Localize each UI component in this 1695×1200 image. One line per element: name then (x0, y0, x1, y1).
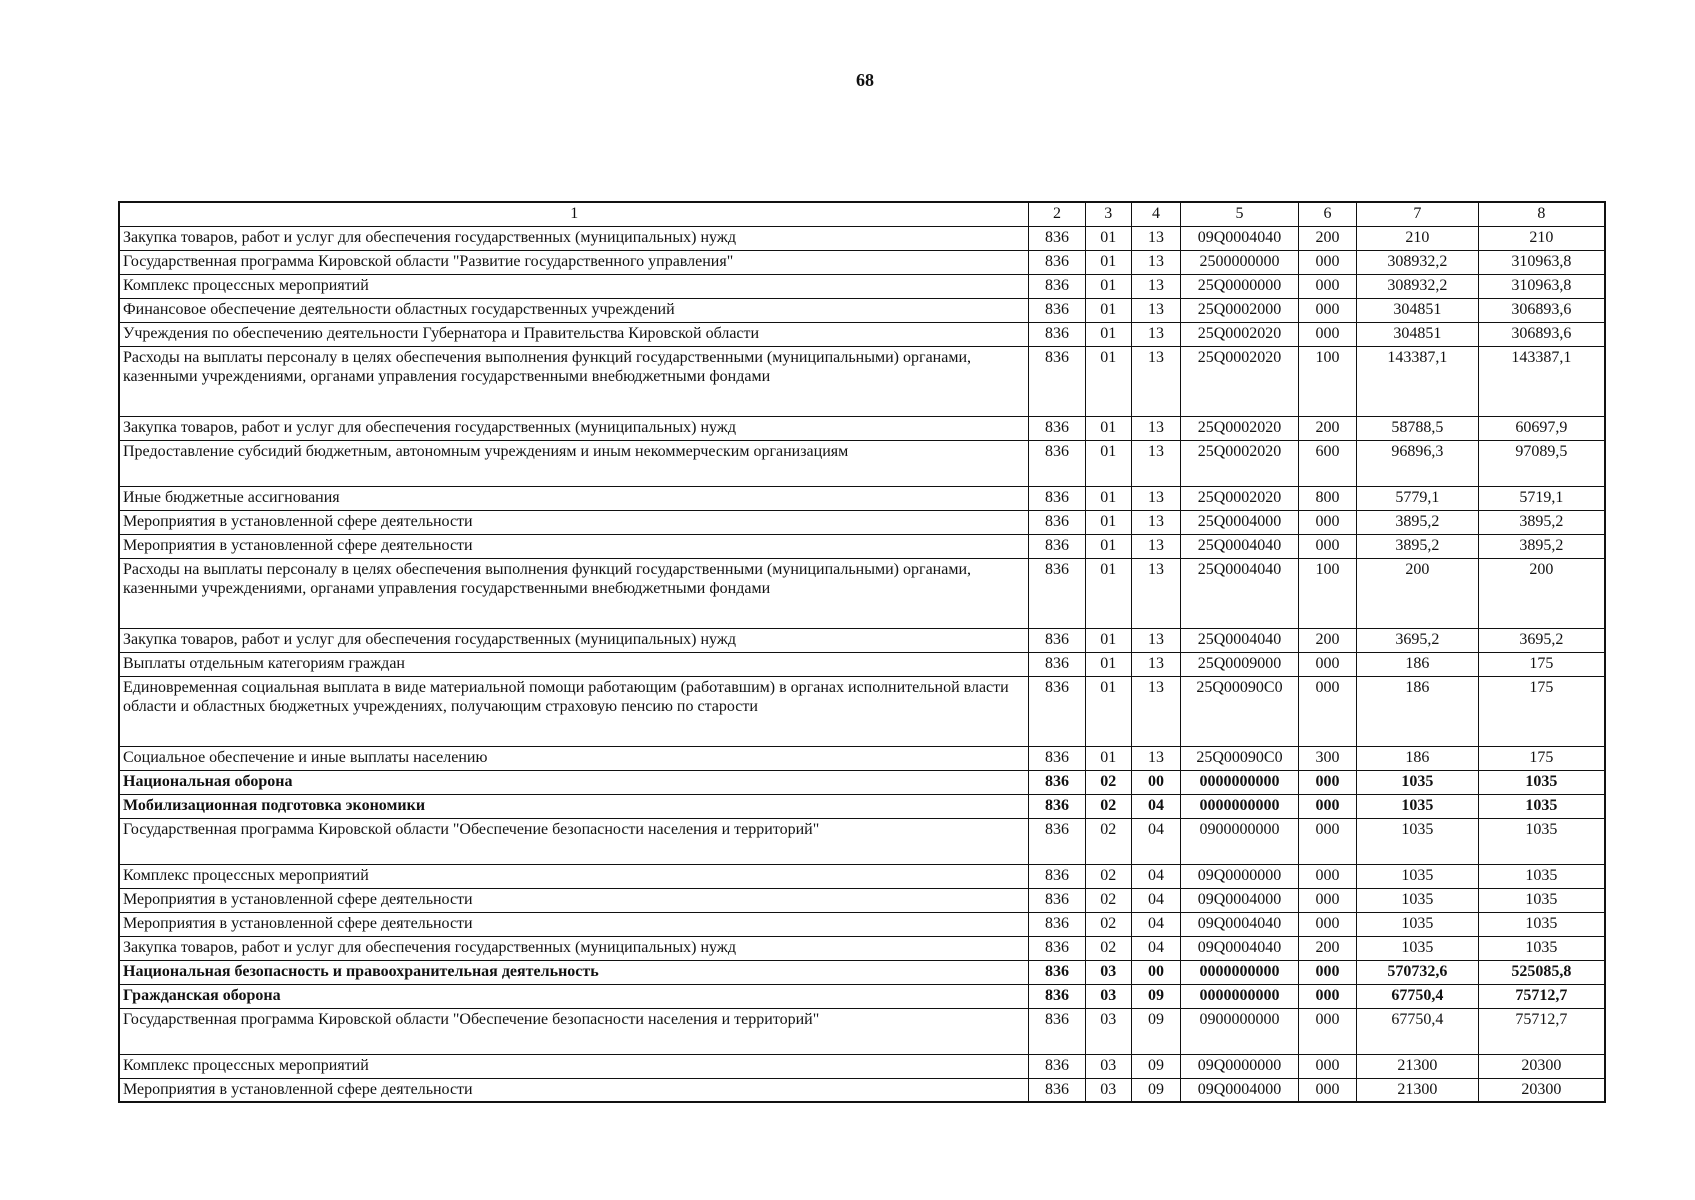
subsection-cell: 13 (1131, 416, 1180, 440)
target-article-cell: 25Q0004000 (1181, 510, 1299, 534)
section-cell: 01 (1085, 250, 1131, 274)
expense-type-cell: 000 (1298, 864, 1356, 888)
target-article-cell: 09Q0004040 (1181, 936, 1299, 960)
section-cell: 01 (1085, 652, 1131, 676)
row-name-cell: Закупка товаров, работ и услуг для обеспечения государственных (муниципальных) нужд (119, 226, 1029, 250)
expense-type-cell: 200 (1298, 416, 1356, 440)
subsection-cell: 13 (1131, 652, 1180, 676)
row-name-cell: Закупка товаров, работ и услуг для обеспечения государственных (муниципальных) нужд (119, 936, 1029, 960)
table-row (119, 628, 1605, 652)
amount-col8-cell: 1035 (1478, 888, 1605, 912)
section-cell: 01 (1085, 416, 1131, 440)
table-row (119, 486, 1605, 510)
section-cell: 02 (1085, 818, 1131, 864)
amount-col8-cell: 20300 (1478, 1078, 1605, 1102)
section-cell: 03 (1085, 1078, 1131, 1102)
amount-col8-cell: 97089,5 (1478, 440, 1605, 486)
section-cell: 02 (1085, 794, 1131, 818)
table-row (119, 746, 1605, 770)
target-article-cell: 25Q0004040 (1181, 628, 1299, 652)
table-row (119, 1054, 1605, 1078)
column-header: 8 (1478, 202, 1605, 226)
subsection-cell: 13 (1131, 298, 1180, 322)
table-row (119, 960, 1605, 984)
column-header: 2 (1029, 202, 1085, 226)
admin-code-cell: 836 (1029, 226, 1085, 250)
row-name-cell: Комплекс процессных мероприятий (119, 1054, 1029, 1078)
amount-col7-cell: 304851 (1357, 298, 1479, 322)
amount-col7-cell: 1035 (1357, 794, 1479, 818)
admin-code-cell: 836 (1029, 298, 1085, 322)
amount-col8-cell: 1035 (1478, 936, 1605, 960)
admin-code-cell: 836 (1029, 250, 1085, 274)
expense-type-cell: 100 (1298, 346, 1356, 416)
amount-col7-cell: 3695,2 (1357, 628, 1479, 652)
amount-col8-cell: 306893,6 (1478, 298, 1605, 322)
table-row (119, 888, 1605, 912)
section-cell: 02 (1085, 864, 1131, 888)
admin-code-cell: 836 (1029, 1008, 1085, 1054)
column-header: 3 (1085, 202, 1131, 226)
target-article-cell: 0000000000 (1181, 960, 1299, 984)
target-article-cell: 25Q0000000 (1181, 274, 1299, 298)
section-cell: 01 (1085, 346, 1131, 416)
row-name-cell: Национальная оборона (119, 770, 1029, 794)
target-article-cell: 25Q0002020 (1181, 322, 1299, 346)
target-article-cell: 2500000000 (1181, 250, 1299, 274)
expense-type-cell: 100 (1298, 558, 1356, 628)
section-cell: 02 (1085, 936, 1131, 960)
expense-type-cell: 300 (1298, 746, 1356, 770)
expense-type-cell: 000 (1298, 1078, 1356, 1102)
row-name-cell: Мобилизационная подготовка экономики (119, 794, 1029, 818)
section-cell: 01 (1085, 628, 1131, 652)
section-cell: 01 (1085, 676, 1131, 746)
admin-code-cell: 836 (1029, 746, 1085, 770)
section-cell: 03 (1085, 984, 1131, 1008)
admin-code-cell: 836 (1029, 676, 1085, 746)
target-article-cell: 09Q0004000 (1181, 1078, 1299, 1102)
table-row (119, 226, 1605, 250)
subsection-cell: 13 (1131, 486, 1180, 510)
section-cell: 01 (1085, 558, 1131, 628)
section-cell: 02 (1085, 912, 1131, 936)
table-row (119, 322, 1605, 346)
amount-col7-cell: 1035 (1357, 888, 1479, 912)
subsection-cell: 13 (1131, 628, 1180, 652)
section-cell: 01 (1085, 226, 1131, 250)
target-article-cell: 25Q0004040 (1181, 558, 1299, 628)
table-row (119, 346, 1605, 416)
column-header: 1 (119, 202, 1029, 226)
target-article-cell: 09Q0004040 (1181, 226, 1299, 250)
table-row (119, 1008, 1605, 1054)
row-name-cell: Социальное обеспечение и иные выплаты населению (119, 746, 1029, 770)
expense-type-cell: 000 (1298, 1054, 1356, 1078)
expense-type-cell: 600 (1298, 440, 1356, 486)
section-cell: 01 (1085, 534, 1131, 558)
admin-code-cell: 836 (1029, 558, 1085, 628)
section-cell: 01 (1085, 440, 1131, 486)
row-name-cell: Государственная программа Кировской области "Обеспечение безопасности населения и территорий" (119, 818, 1029, 864)
row-name-cell: Мероприятия в установленной сфере деятельности (119, 888, 1029, 912)
subsection-cell: 00 (1131, 770, 1180, 794)
table-row (119, 1078, 1605, 1102)
row-name-cell: Государственная программа Кировской области "Обеспечение безопасности населения и территорий" (119, 1008, 1029, 1054)
amount-col7-cell: 308932,2 (1357, 274, 1479, 298)
amount-col7-cell: 1035 (1357, 912, 1479, 936)
row-name-cell: Комплекс процессных мероприятий (119, 274, 1029, 298)
amount-col8-cell: 1035 (1478, 770, 1605, 794)
table-row (119, 534, 1605, 558)
admin-code-cell: 836 (1029, 510, 1085, 534)
target-article-cell: 25Q0004040 (1181, 534, 1299, 558)
expense-type-cell: 000 (1298, 510, 1356, 534)
expense-type-cell: 800 (1298, 486, 1356, 510)
target-article-cell: 0000000000 (1181, 770, 1299, 794)
admin-code-cell: 836 (1029, 416, 1085, 440)
amount-col8-cell: 1035 (1478, 794, 1605, 818)
subsection-cell: 13 (1131, 534, 1180, 558)
section-cell: 01 (1085, 510, 1131, 534)
amount-col7-cell: 21300 (1357, 1078, 1479, 1102)
table-row (119, 818, 1605, 864)
amount-col7-cell: 1035 (1357, 936, 1479, 960)
admin-code-cell: 836 (1029, 534, 1085, 558)
amount-col8-cell: 200 (1478, 558, 1605, 628)
expense-type-cell: 000 (1298, 818, 1356, 864)
section-cell: 03 (1085, 1054, 1131, 1078)
table-row (119, 652, 1605, 676)
admin-code-cell: 836 (1029, 984, 1085, 1008)
subsection-cell: 04 (1131, 818, 1180, 864)
table-row (119, 984, 1605, 1008)
target-article-cell: 0000000000 (1181, 794, 1299, 818)
page-number: 68 (856, 70, 874, 90)
admin-code-cell: 836 (1029, 652, 1085, 676)
amount-col7-cell: 186 (1357, 676, 1479, 746)
row-name-cell: Закупка товаров, работ и услуг для обеспечения государственных (муниципальных) нужд (119, 416, 1029, 440)
admin-code-cell: 836 (1029, 322, 1085, 346)
amount-col7-cell: 143387,1 (1357, 346, 1479, 416)
section-cell: 01 (1085, 746, 1131, 770)
row-name-cell: Мероприятия в установленной сфере деятельности (119, 510, 1029, 534)
table-row (119, 416, 1605, 440)
subsection-cell: 04 (1131, 864, 1180, 888)
row-name-cell: Мероприятия в установленной сфере деятельности (119, 1078, 1029, 1102)
section-cell: 02 (1085, 770, 1131, 794)
target-article-cell: 25Q0002000 (1181, 298, 1299, 322)
target-article-cell: 09Q0000000 (1181, 1054, 1299, 1078)
subsection-cell: 09 (1131, 1008, 1180, 1054)
admin-code-cell: 836 (1029, 888, 1085, 912)
expense-type-cell: 000 (1298, 298, 1356, 322)
expense-type-cell: 000 (1298, 888, 1356, 912)
target-article-cell: 0900000000 (1181, 818, 1299, 864)
admin-code-cell: 836 (1029, 274, 1085, 298)
subsection-cell: 09 (1131, 1054, 1180, 1078)
table-row (119, 274, 1605, 298)
admin-code-cell: 836 (1029, 628, 1085, 652)
table-row (119, 936, 1605, 960)
table-row (119, 558, 1605, 628)
row-name-cell: Предоставление субсидий бюджетным, автономным учреждениям и иным некоммерческим организациям (119, 440, 1029, 486)
admin-code-cell: 836 (1029, 1078, 1085, 1102)
expense-type-cell: 000 (1298, 250, 1356, 274)
expense-type-cell: 000 (1298, 676, 1356, 746)
table-row (119, 770, 1605, 794)
target-article-cell: 25Q0002020 (1181, 346, 1299, 416)
column-header: 6 (1298, 202, 1356, 226)
row-name-cell: Гражданская оборона (119, 984, 1029, 1008)
table-row (119, 912, 1605, 936)
amount-col7-cell: 1035 (1357, 864, 1479, 888)
row-name-cell: Расходы на выплаты персоналу в целях обеспечения выполнения функций государственными (муниципальными) органами, казенными учреждениями, органами управления государственными внебюджетными фондами (119, 346, 1029, 416)
admin-code-cell: 836 (1029, 1054, 1085, 1078)
section-cell: 01 (1085, 322, 1131, 346)
expense-type-cell: 000 (1298, 794, 1356, 818)
expense-type-cell: 000 (1298, 652, 1356, 676)
column-header: 4 (1131, 202, 1180, 226)
target-article-cell: 09Q0000000 (1181, 864, 1299, 888)
subsection-cell: 13 (1131, 250, 1180, 274)
target-article-cell: 25Q00090C0 (1181, 676, 1299, 746)
table-row (119, 440, 1605, 486)
subsection-cell: 09 (1131, 1078, 1180, 1102)
amount-col8-cell: 310963,8 (1478, 274, 1605, 298)
section-cell: 03 (1085, 960, 1131, 984)
target-article-cell: 25Q00090C0 (1181, 746, 1299, 770)
amount-col8-cell: 175 (1478, 746, 1605, 770)
admin-code-cell: 836 (1029, 864, 1085, 888)
amount-col7-cell: 96896,3 (1357, 440, 1479, 486)
subsection-cell: 09 (1131, 984, 1180, 1008)
amount-col7-cell: 200 (1357, 558, 1479, 628)
column-header: 7 (1357, 202, 1479, 226)
admin-code-cell: 836 (1029, 486, 1085, 510)
row-name-cell: Учреждения по обеспечению деятельности Губернатора и Правительства Кировской области (119, 322, 1029, 346)
subsection-cell: 04 (1131, 794, 1180, 818)
amount-col8-cell: 60697,9 (1478, 416, 1605, 440)
amount-col7-cell: 186 (1357, 746, 1479, 770)
subsection-cell: 00 (1131, 960, 1180, 984)
row-name-cell: Государственная программа Кировской области "Развитие государственного управления" (119, 250, 1029, 274)
expense-type-cell: 200 (1298, 226, 1356, 250)
section-cell: 03 (1085, 1008, 1131, 1054)
amount-col7-cell: 67750,4 (1357, 1008, 1479, 1054)
amount-col8-cell: 306893,6 (1478, 322, 1605, 346)
amount-col8-cell: 143387,1 (1478, 346, 1605, 416)
table-row (119, 250, 1605, 274)
amount-col8-cell: 3695,2 (1478, 628, 1605, 652)
amount-col7-cell: 308932,2 (1357, 250, 1479, 274)
amount-col7-cell: 210 (1357, 226, 1479, 250)
target-article-cell: 0900000000 (1181, 1008, 1299, 1054)
row-name-cell: Финансовое обеспечение деятельности областных государственных учреждений (119, 298, 1029, 322)
subsection-cell: 13 (1131, 226, 1180, 250)
admin-code-cell: 836 (1029, 346, 1085, 416)
admin-code-cell: 836 (1029, 960, 1085, 984)
row-name-cell: Национальная безопасность и правоохранительная деятельность (119, 960, 1029, 984)
amount-col7-cell: 1035 (1357, 770, 1479, 794)
admin-code-cell: 836 (1029, 440, 1085, 486)
table-body (119, 226, 1605, 1102)
amount-col7-cell: 21300 (1357, 1054, 1479, 1078)
subsection-cell: 13 (1131, 676, 1180, 746)
row-name-cell: Мероприятия в установленной сфере деятельности (119, 534, 1029, 558)
amount-col8-cell: 525085,8 (1478, 960, 1605, 984)
expense-type-cell: 000 (1298, 322, 1356, 346)
amount-col8-cell: 20300 (1478, 1054, 1605, 1078)
amount-col7-cell: 1035 (1357, 818, 1479, 864)
section-cell: 01 (1085, 486, 1131, 510)
admin-code-cell: 836 (1029, 912, 1085, 936)
subsection-cell: 13 (1131, 746, 1180, 770)
target-article-cell: 25Q0002020 (1181, 486, 1299, 510)
row-name-cell: Мероприятия в установленной сфере деятельности (119, 912, 1029, 936)
row-name-cell: Выплаты отдельным категориям граждан (119, 652, 1029, 676)
expense-type-cell: 000 (1298, 1008, 1356, 1054)
subsection-cell: 13 (1131, 440, 1180, 486)
subsection-cell: 04 (1131, 888, 1180, 912)
row-name-cell: Комплекс процессных мероприятий (119, 864, 1029, 888)
amount-col7-cell: 67750,4 (1357, 984, 1479, 1008)
target-article-cell: 25Q0002020 (1181, 416, 1299, 440)
amount-col7-cell: 304851 (1357, 322, 1479, 346)
subsection-cell: 13 (1131, 346, 1180, 416)
amount-col8-cell: 175 (1478, 676, 1605, 746)
target-article-cell: 09Q0004040 (1181, 912, 1299, 936)
section-cell: 01 (1085, 298, 1131, 322)
subsection-cell: 13 (1131, 510, 1180, 534)
amount-col8-cell: 210 (1478, 226, 1605, 250)
amount-col8-cell: 75712,7 (1478, 984, 1605, 1008)
expense-type-cell: 000 (1298, 274, 1356, 298)
subsection-cell: 04 (1131, 936, 1180, 960)
admin-code-cell: 836 (1029, 936, 1085, 960)
column-header: 5 (1181, 202, 1299, 226)
amount-col8-cell: 175 (1478, 652, 1605, 676)
amount-col8-cell: 5719,1 (1478, 486, 1605, 510)
table-row (119, 298, 1605, 322)
expense-type-cell: 200 (1298, 936, 1356, 960)
amount-col7-cell: 3895,2 (1357, 510, 1479, 534)
subsection-cell: 04 (1131, 912, 1180, 936)
target-article-cell: 25Q0009000 (1181, 652, 1299, 676)
admin-code-cell: 836 (1029, 770, 1085, 794)
section-cell: 02 (1085, 888, 1131, 912)
section-cell: 01 (1085, 274, 1131, 298)
expense-type-cell: 000 (1298, 960, 1356, 984)
amount-col8-cell: 75712,7 (1478, 1008, 1605, 1054)
expense-type-cell: 200 (1298, 628, 1356, 652)
row-name-cell: Закупка товаров, работ и услуг для обеспечения государственных (муниципальных) нужд (119, 628, 1029, 652)
table-row (119, 510, 1605, 534)
subsection-cell: 13 (1131, 558, 1180, 628)
admin-code-cell: 836 (1029, 794, 1085, 818)
amount-col8-cell: 310963,8 (1478, 250, 1605, 274)
target-article-cell: 09Q0004000 (1181, 888, 1299, 912)
amount-col8-cell: 3895,2 (1478, 534, 1605, 558)
amount-col8-cell: 1035 (1478, 864, 1605, 888)
table-header-row (119, 202, 1605, 226)
row-name-cell: Единовременная социальная выплата в виде материальной помощи работающим (работавшим) в органах исполнительной власти области и областных бюджетных учреждениях, получающим страховую пенсию по старости (119, 676, 1029, 746)
expense-type-cell: 000 (1298, 984, 1356, 1008)
amount-col8-cell: 1035 (1478, 818, 1605, 864)
subsection-cell: 13 (1131, 322, 1180, 346)
subsection-cell: 13 (1131, 274, 1180, 298)
amount-col8-cell: 1035 (1478, 912, 1605, 936)
budget-table (118, 201, 1606, 1103)
amount-col8-cell: 3895,2 (1478, 510, 1605, 534)
amount-col7-cell: 3895,2 (1357, 534, 1479, 558)
table-row (119, 676, 1605, 746)
amount-col7-cell: 5779,1 (1357, 486, 1479, 510)
expense-type-cell: 000 (1298, 912, 1356, 936)
table-row (119, 864, 1605, 888)
row-name-cell: Расходы на выплаты персоналу в целях обеспечения выполнения функций государственными (муниципальными) органами, казенными учреждениями, органами управления государственными внебюджетными фондами (119, 558, 1029, 628)
amount-col7-cell: 570732,6 (1357, 960, 1479, 984)
expense-type-cell: 000 (1298, 534, 1356, 558)
row-name-cell: Иные бюджетные ассигнования (119, 486, 1029, 510)
admin-code-cell: 836 (1029, 818, 1085, 864)
amount-col7-cell: 58788,5 (1357, 416, 1479, 440)
target-article-cell: 0000000000 (1181, 984, 1299, 1008)
table-row (119, 794, 1605, 818)
expense-type-cell: 000 (1298, 770, 1356, 794)
amount-col7-cell: 186 (1357, 652, 1479, 676)
target-article-cell: 25Q0002020 (1181, 440, 1299, 486)
